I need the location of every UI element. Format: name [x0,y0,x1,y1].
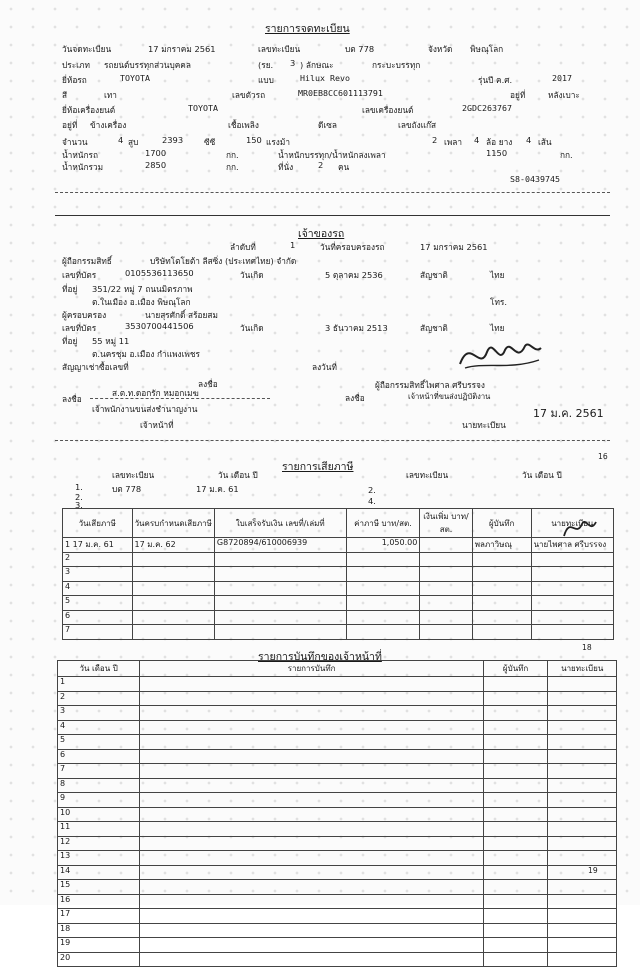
model-label: แบบ [258,75,274,85]
notes-table [57,660,617,967]
tax-plate-header-right: เลขทะเบียน [406,470,449,480]
possession-date-value: 17 มกราคม 2561 [420,242,488,252]
row-number: 11 [58,822,140,837]
col-due-date: วันครบกำหนดเสียภาษี [132,509,214,538]
plate-value: บต 778 [345,44,375,54]
tax-table [62,508,614,640]
section-divider [55,192,610,193]
col-recorder: ผู้บันทึก [472,509,531,538]
col-tax-amount: ค่าภาษี บาท/สต. [346,509,420,538]
page-number: 19 [588,866,598,875]
owner-title: เจ้าของรถ [298,228,345,240]
notes-table-header [58,661,617,677]
holder-name: นายสุรศักดิ์ สร้อยสม [145,310,218,320]
ry-label: (รย. [258,60,274,70]
row-number: 3 [63,567,133,582]
reg-date-label: วันจดทะเบียน [62,44,112,54]
row-number: 4 [58,720,140,735]
holder-addr-line1: 55 หมู่ 11 [92,336,130,346]
plate-row-date: 17 ม.ค. 61 [196,484,239,494]
tax-date-header: วัน เดือน ปี [218,470,258,480]
row-number: 8 [58,778,140,793]
table-row [58,880,617,895]
section-divider [55,440,610,441]
row-number: 15 [58,880,140,895]
tax-plate-header: เลขทะเบียน [112,470,155,480]
engine-make-value: TOYOTA [188,103,218,113]
engine-no-value: 2GDC263767 [462,103,512,113]
plate-row-no: 1. [75,482,83,492]
row-number: 1 [58,677,140,692]
holder-addr-label: ที่อยู่ [62,336,78,346]
table-row [58,865,617,880]
type-label: ประเภท [62,60,90,70]
table-row [58,822,617,837]
possession-date-label: วันที่ครอบครองรถ [320,242,385,252]
province-label: จังหวัด [428,44,453,54]
row-number: 2 [58,691,140,706]
col-receipt: ใบเสร็จรับเงิน เลขที่/เล่มที่ [214,509,346,538]
table-row [58,938,617,953]
owner-signer: ผู้ถือกรรมสิทธิ์ไพศาล ศรีบรรจง [375,380,485,390]
row-number: 10 [58,807,140,822]
load-value: 1150 [486,148,508,158]
gas-tank-label: เลขถังแก๊ส [398,120,437,130]
vin-label: เลขตัวรถ [232,90,266,100]
engine-make-label: ยี่ห้อเครื่องยนต์ [62,105,116,115]
officer-name: ส.ต.ท.ดอกรัก หมอกเมฆ [112,388,199,398]
lease-no-label: สัญญาเช่าซื้อเลขที่ [62,362,129,372]
date-stamp: 17 ม.ค. 2561 [533,407,604,420]
tax-title: รายการเสียภาษี [282,461,354,473]
owner-id: 0105536113650 [125,268,194,278]
holder-label: ผู้ครอบครอง [62,310,107,320]
fuel-value: ดีเซล [318,120,337,130]
make-label: ยี่ห้อรถ [62,75,87,85]
plate-row-no-right: 4. [368,496,376,506]
plate-row-no-right: 2. [368,485,376,495]
col-entry: รายการบันทึก [140,661,484,677]
table-row [58,764,617,779]
wheel-value: 4 [474,135,480,145]
table-row [58,909,617,924]
plate-row-no: 2. [75,492,83,502]
row-number: 1 [65,540,71,549]
engine-location-value: ข้างเครื่อง [90,120,127,130]
table-row [63,567,614,582]
tax-date: 17 ม.ค. 61 [72,540,114,549]
reg-date-value: 17 มกราคม 2561 [148,44,216,54]
cyl-unit: สูบ [128,137,139,147]
signature-scribble [560,512,600,542]
sign-label: ลงชื่อ [198,379,218,389]
cylinders-value: 4 [118,135,124,145]
col-registrar: นายทะเบียน [548,661,617,677]
cc-value: 2393 [162,135,184,145]
table-row [58,778,617,793]
color-value: เทา [104,90,117,100]
table-row [63,581,614,596]
make-value: TOYOTA [120,73,150,83]
seats-value: 2 [318,160,324,170]
tax-table-header [63,509,614,538]
row-number: 5 [58,735,140,750]
row-number: 18 [58,923,140,938]
row-number: 9 [58,793,140,808]
row-number: 17 [58,909,140,924]
recorder: พลภาวิษณุ [472,538,531,553]
row-number: 7 [63,625,133,640]
table-row [58,807,617,822]
table-row [58,793,617,808]
document-number: S8-0439745 [510,174,560,184]
holder-nat: ไทย [490,323,505,333]
table-row [58,735,617,750]
row-number: 7 [58,764,140,779]
holder-id: 3530700441506 [125,321,194,331]
table-row [58,851,617,866]
tax-date-header-right: วัน เดือน ปี [522,470,562,480]
ry-value: 3 [290,58,296,68]
notes-title: รายการบันทึกของเจ้าหน้าที่ [258,651,382,663]
col-recorder: ผู้บันทึก [483,661,548,677]
order-value: 1 [290,240,296,250]
table-row [63,596,614,611]
officer-position: เจ้าพนักงานขนส่งชำนาญงาน [92,404,198,414]
table-row [58,677,617,692]
holder-id-label: เลขที่บัตร [62,323,97,333]
owner-tel-label: โทร. [490,297,508,307]
year-label: รุ่นปี ค.ศ. [478,75,513,85]
province-value: พิษณุโลก [470,44,504,54]
owner-name: บริษัทโตโยต้า ลีสซิ่ง (ประเทศไทย) จำกัด [150,256,297,266]
gross-label: น้ำหนักรวม [62,162,104,172]
gross-unit: กก. [226,162,239,172]
table-row [58,720,617,735]
row-number: 14 [58,865,140,880]
page-number: 18 [582,643,592,652]
model-value: Hilux Revo [300,73,350,83]
table-row [58,749,617,764]
row-number: 3 [58,706,140,721]
surcharge [420,538,472,553]
row-number: 4 [63,581,133,596]
signature-scribble [455,332,545,374]
row-number: 6 [58,749,140,764]
table-row [63,552,614,567]
cc-label: ซีซี [204,137,216,147]
hp-label: แรงม้า [266,137,290,147]
order-label: ลำดับที่ [230,242,256,252]
table-row [58,952,617,967]
holder-nat-label: สัญชาติ [420,323,448,333]
weight-unit: กก. [226,150,239,160]
cylinders-label: จำนวน [62,137,88,147]
axle-label: เพลา [444,137,463,147]
plate-row-no: 3. [75,500,83,510]
table-row [58,691,617,706]
owner-addr-line1: 351/22 หมู่ 7 ถนนมิตรภาพ [92,284,193,294]
load-label: น้ำหนักบรรทุก/น้ำหนักลงเพลา [278,150,386,160]
owner-id-label: เลขที่บัตร [62,270,97,280]
seats-label: ที่นั่ง [278,162,294,172]
type-value: รถยนต์บรรทุกส่วนบุคคล [104,60,191,70]
lease-date-label: ลงวันที่ [312,362,337,372]
row-number: 12 [58,836,140,851]
weight-label: น้ำหนักรถ [62,150,98,160]
tax-amount: 1,050.00 [346,538,420,553]
load-unit: กก. [560,150,573,160]
registrar: นายไพศาล ศรีบรรจง [531,538,613,553]
tire-value: 4 [526,135,532,145]
engine-no-label: เลขเครื่องยนต์ [362,105,414,115]
table-row [58,836,617,851]
row-number: 20 [58,952,140,967]
sign-label: ลงชื่อ [345,393,365,403]
col-date: วัน เดือน ปี [58,661,140,677]
vin-value: MR0EB8CC601113791 [298,88,383,98]
row-number: 13 [58,851,140,866]
row-number: 2 [63,552,133,567]
plate-row-plate: บต 778 [112,484,142,494]
col-tax-date: วันเสียภาษี [63,509,133,538]
owner-label: ผู้ถือกรรมสิทธิ์ [62,256,112,266]
wheel-label: ล้อ ยาง [486,137,513,147]
gross-value: 2850 [145,160,167,170]
due-date: 17 ม.ค. 62 [132,538,214,553]
table-row [63,610,614,625]
table-row [58,706,617,721]
table-row [63,625,614,640]
owner-nat-label: สัญชาติ [420,270,448,280]
row-number: 16 [58,894,140,909]
plate-label: เลขทะเบียน [258,44,301,54]
owner-dob: 5 ตุลาคม 2536 [325,270,383,280]
owner-addr-line2: ต.ในเมือง อ.เมือง พิษณุโลก [92,297,191,307]
table-row [63,538,614,553]
engine-location-label: อยู่ที่ [62,120,78,130]
vin-location-value: หลังเบาะ [548,90,580,100]
owner-addr-label: ที่อยู่ [62,284,78,294]
row-number: 5 [63,596,133,611]
table-row [58,894,617,909]
vin-location-label: อยู่ที่ [510,90,526,100]
fuel-label: เชื้อเพลิง [228,120,259,130]
tire-label: เส้น [538,137,552,147]
table-row [58,923,617,938]
holder-addr-line2: ต.นครชุม อ.เมือง กำแพงเพชร [92,349,200,359]
sign-label: ลงชื่อ [62,394,82,404]
registrar-label: นายทะเบียน [462,420,506,430]
body-style-value: กระบะบรรทุก [372,60,421,70]
color-label: สี [62,90,68,100]
registration-title: รายการจดทะเบียน [265,23,350,35]
owner-dob-label: วันเกิด [240,270,264,280]
seats-unit: คน [338,162,350,172]
receipt-no: G8720894/610006939 [214,538,346,553]
holder-dob: 3 ธันวาคม 2513 [325,323,388,333]
row-number: 19 [58,938,140,953]
officer-right-position: เจ้าหน้าที่ขนส่งปฏิบัติงาน [408,392,491,401]
section-divider [55,215,610,216]
weight-value: 1700 [145,148,167,158]
holder-dob-label: วันเกิด [240,323,264,333]
axle-value: 2 [432,135,438,145]
col-registrar: นายทะเบียน [531,509,613,538]
body-style-label: ) ลักษณะ [300,60,334,70]
year-value: 2017 [552,73,572,83]
official-label: เจ้าหน้าที่ [140,420,174,430]
row-number: 6 [63,610,133,625]
col-surcharge: เงินเพิ่ม บาท/สต. [420,509,472,538]
owner-nat: ไทย [490,270,505,280]
page-number: 16 [598,452,608,461]
hp-value: 150 [246,135,262,145]
